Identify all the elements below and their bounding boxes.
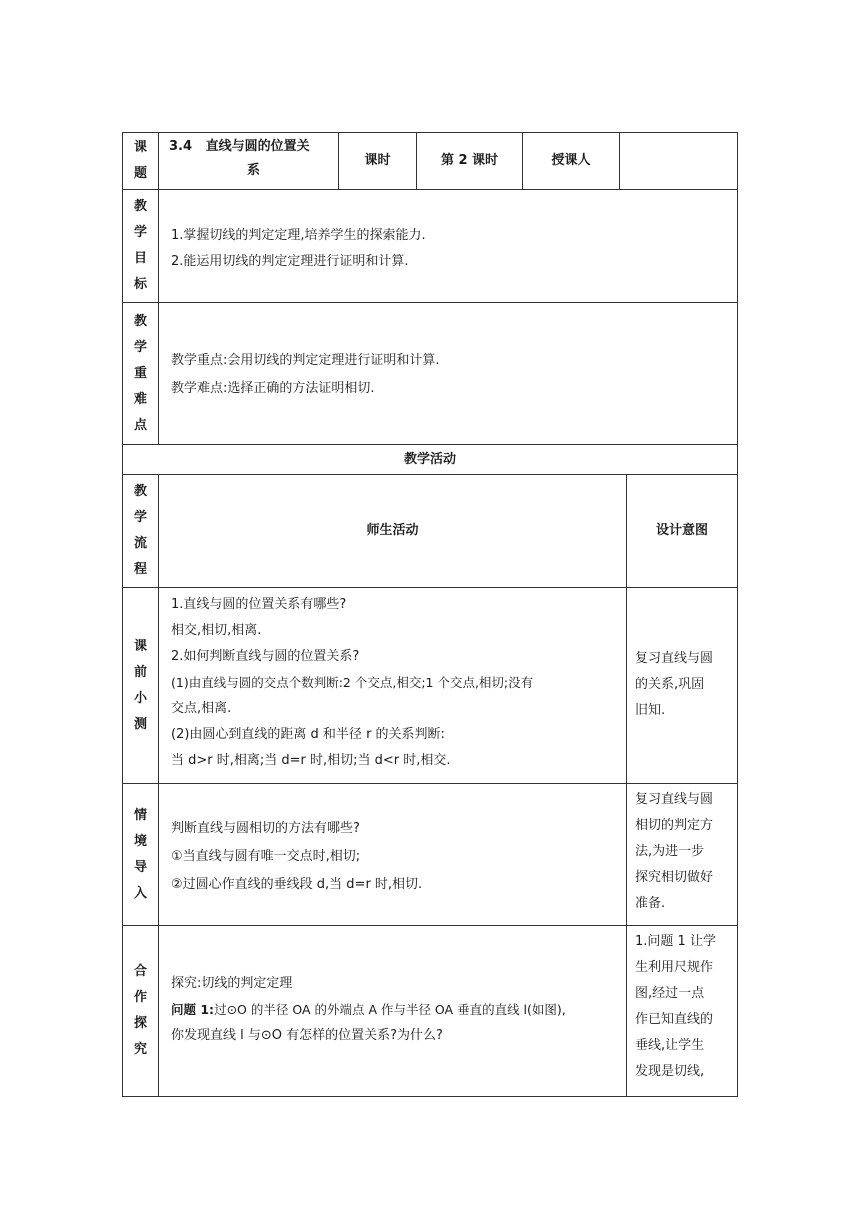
flow-label: 教 学 流 程 (133, 484, 147, 577)
topic-value: 3.4 直线与圆的位置关 系 (169, 139, 310, 178)
key-points-label: 教 学 重 难 点 (133, 313, 147, 433)
pre-test-label: 课 前 小 测 (133, 638, 147, 732)
explore-label: 合 作 探 究 (133, 964, 147, 1057)
period-label: 课时 (364, 153, 391, 168)
pre-test-content: 1.直线与圆的位置关系有哪些? 相交,相切,相离. 2.如何判断直线与圆的位置关系? (1)由直线与圆的交点个数判断:2 个交点,相交;1 个交点,相切;没有 交点,相离. (2)由圆心到直线的距离 d 和半径 r 的关系判断: 当 d>r 时,相离;当 d=r 时,相切;当 d<r 时,相交. (171, 597, 534, 768)
objectives-content: 1.掌握切线的判定定理,培养学生的探索能力. 2.能运用切线的判定定理进行证明和计算. (171, 228, 426, 269)
grid-line (122, 783, 738, 784)
table-border-bottom (122, 1096, 738, 1097)
topic-label: 课 题 (133, 140, 147, 181)
grid-line (122, 189, 738, 190)
table-border-right (737, 132, 738, 1097)
question-1-label: 问题 1: (171, 1002, 215, 1017)
period-value: 第 2 课时 (440, 153, 499, 168)
column-activity-header: 师生活动 (366, 523, 419, 538)
intro-label: 情 境 导 入 (133, 807, 147, 901)
pre-test-intent: 复习直线与圆 的关系,巩固 旧知. (635, 651, 714, 718)
teacher-value (620, 133, 737, 189)
grid-line (122, 587, 738, 588)
column-intent-header: 设计意图 (655, 523, 708, 538)
explore-content: 探究:切线的判定定理 问题 1:过⊙O 的半径 OA 的外端点 A 作与半径 OA 垂直的直线 l(如图), 你发现直线 l 与⊙O 有怎样的位置关系?为什么? (171, 976, 566, 1043)
key-points-content: 教学重点:会用切线的判定定理进行证明和计算. 教学难点:选择正确的方法证明相切. (171, 353, 440, 396)
teacher-label: 授课人 (551, 153, 591, 168)
intro-content: 判断直线与圆相切的方法有哪些? ①当直线与圆有唯一交点时,相切; ②过圆心作直线的垂线段 d,当 d=r 时,相切. (171, 821, 423, 892)
objectives-label: 教 学 目 标 (133, 199, 147, 292)
question-1-text: 过⊙O 的半径 OA 的外端点 A 作与半径 OA 垂直的直线 l(如图), (214, 1002, 566, 1017)
intro-intent: 复习直线与圆 相切的判定方 法,为进一步 探究相切做好 准备. (635, 792, 714, 911)
activity-title: 教学活动 (403, 451, 456, 467)
grid-line (122, 302, 738, 303)
explore-intent: 1.问题 1 让学 生利用尺规作 图,经过一点 作已知直线的 垂线,让学生 发现是切线, (635, 934, 716, 1079)
grid-line (122, 925, 738, 926)
